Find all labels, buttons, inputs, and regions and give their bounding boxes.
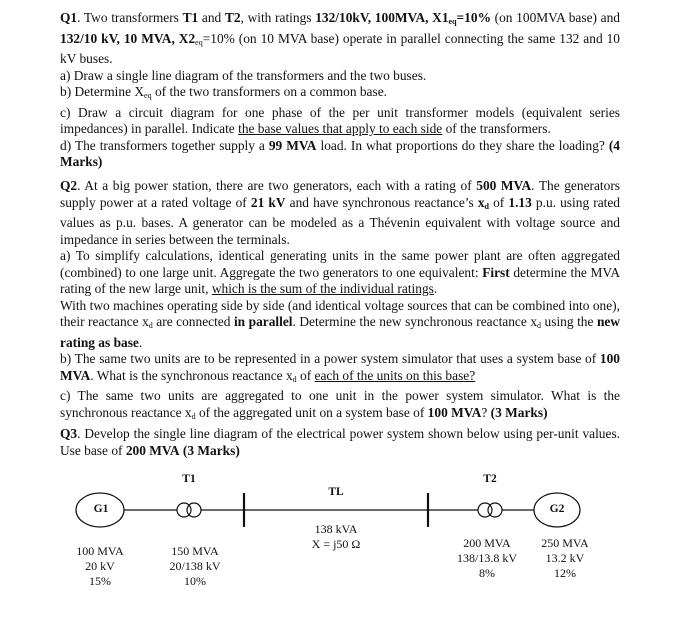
q1-c-text: c) Draw a circuit diagram for one phase of the per unit transformer models (equivalent series impedances) in parallel. Indicate	[60, 104, 620, 136]
q2-new-rating: new rating as base	[60, 314, 620, 350]
q3-base: 200 MVA	[125, 442, 180, 458]
q1-t1: T1	[182, 10, 199, 25]
q2-xd: x	[477, 194, 485, 210]
q3-text	[60, 426, 620, 459]
q2-b-text: of	[296, 367, 315, 383]
q2-d-sub: d	[148, 321, 153, 330]
q1-part-c	[60, 105, 620, 138]
q3-label: Q3	[60, 426, 78, 441]
q1-eq-sub: eq	[144, 91, 152, 100]
q2-marks: (3 Marks)	[490, 404, 548, 420]
q2-part-b	[60, 351, 620, 388]
tl-kv: 138 kVA	[314, 522, 358, 536]
q2-w-text: .	[138, 334, 143, 350]
g1-pct: 15%	[89, 574, 111, 588]
q2-d-sub: d	[191, 411, 196, 421]
t2-kv: 138/13.8 kV	[457, 551, 517, 565]
t2-specs	[440, 536, 534, 581]
q2-b-underlined: each of the units on this base?	[314, 367, 476, 383]
q3-body: . Develop the single line diagram of the electrical power system shown below using per-unit values. Use base of	[60, 426, 620, 458]
q2-d-sub: d	[484, 201, 489, 211]
t2-coil-right	[488, 503, 502, 517]
q2-b-base: 100 MVA	[60, 351, 620, 383]
q2-intro	[60, 178, 620, 248]
g2-specs	[530, 536, 600, 581]
q2-text: p.u. using rated values as p.u. bases. A generator can be modeled as a Thévenin equivalent with voltage source and impedance in series between the terminals.	[60, 194, 621, 247]
q2-text: . The generators supply power at a rated voltage of	[60, 178, 621, 210]
t1-pct: 10%	[184, 574, 206, 588]
q1-d-text: d) The transformers together supply a	[60, 137, 269, 153]
q2-text: of	[489, 194, 509, 210]
t1-label: T1	[182, 473, 196, 485]
q2-label: Q2	[60, 178, 78, 193]
q2-d-sub: d	[537, 321, 542, 330]
q2-c-text: of the aggregated unit on a system base of	[195, 404, 428, 420]
q2-w-text: using the	[541, 314, 597, 329]
tl-specs	[296, 522, 376, 552]
q1-b-text: of the two transformers on a common base.	[151, 84, 387, 99]
q1-t2: T2	[224, 10, 241, 25]
q1-text: =10% (on 10 MVA base) operate in parallel connecting the same 132 and 10 kV buses.	[60, 30, 620, 66]
q2-a-text: a) To simplify calculations, identical generating units in the same power plant are often aggregated (combined) to one large unit. Aggregate the two generators to one equivalent:	[60, 248, 620, 280]
q1-b-text: b) Determine X	[60, 84, 145, 99]
question-3	[60, 426, 620, 459]
q2-rating: 500 MVA	[476, 178, 532, 193]
q2-d-sub: d	[292, 374, 297, 384]
q2-part-a	[60, 248, 620, 298]
q2-text: . At a big power station, there are two generators, each with a rating of	[77, 178, 477, 193]
q2-w-text: . Determine the new synchronous reactance x	[292, 314, 538, 329]
t2-label: T2	[483, 473, 497, 485]
single-line-diagram	[60, 460, 620, 630]
g1-specs	[60, 544, 140, 589]
g1-label: G1	[93, 503, 109, 515]
q2-a-first: First	[482, 264, 510, 280]
g1-kv: 20 kV	[85, 559, 115, 573]
t2-mva: 200 MVA	[463, 536, 511, 550]
q2-parallel: in parallel	[233, 314, 293, 329]
t1-specs	[150, 544, 240, 589]
q1-eq-sub: eq	[195, 37, 203, 47]
q1-text: . Two transformers	[77, 10, 183, 25]
q2-b-text: . What is the synchronous reactance x	[90, 367, 293, 383]
t1-mva: 150 MVA	[171, 544, 219, 558]
q2-b-text: b) The same two units are to be represented in a power system simulator that uses a system base of	[60, 351, 600, 366]
q1-rating1-pct: =10%	[456, 10, 491, 25]
q2-with-two	[60, 298, 620, 352]
q2-c-base: 100 MVA	[427, 404, 482, 420]
g1-mva: 100 MVA	[76, 544, 124, 558]
q1-d-text: load. In what proportions do they share the loading?	[316, 137, 609, 153]
q2-w-text: With two machines operating side by side (and identical voltage sources that can be combined into one), their reactance x	[60, 297, 620, 329]
q1-label: Q1	[60, 10, 78, 25]
t2-pct: 8%	[479, 566, 495, 580]
q2-a-underlined: which is the sum of the individual ratings	[211, 281, 434, 296]
tl-label: TL	[328, 486, 344, 498]
q1-text: and	[198, 10, 225, 25]
t1-kv: 20/138 kV	[169, 559, 221, 573]
q1-eq-sub: eq	[448, 17, 457, 26]
q1-part-a: a) Draw a single line diagram of the transformers and the two buses.	[60, 67, 427, 83]
question-2	[60, 178, 620, 425]
g2-mva: 250 MVA	[541, 536, 589, 550]
g2-label: G2	[549, 503, 565, 515]
q2-c-text: c) The same two units are aggregated to one unit in the power system simulator. What is the synchronous reactance x	[60, 388, 620, 420]
q1-text: , with ratings	[240, 10, 316, 25]
question-1	[60, 10, 620, 171]
q1-part-d	[60, 138, 620, 171]
q2-text: and have synchronous reactance’s	[285, 194, 478, 210]
q1-part-b	[60, 84, 620, 105]
q2-a-text: determine the MVA rating of the new large unit,	[60, 264, 620, 296]
q2-voltage: 21 kV	[250, 194, 286, 210]
q2-a-text: .	[433, 281, 438, 296]
q1-rating1: 132/10kV, 100MVA, X1	[315, 10, 449, 25]
q1-rating2: 132/10 kV, 10 MVA, X2	[60, 30, 196, 46]
q1-c-underlined: the base values that apply to each side	[238, 121, 443, 136]
q3-marks: (3 Marks)	[182, 442, 240, 458]
g2-pct: 12%	[554, 566, 576, 580]
q2-w-text: are connected	[152, 314, 234, 329]
q2-c-text: ?	[481, 404, 491, 420]
q1-text: (on 100MVA base) and	[490, 10, 620, 25]
g2-kv: 13.2 kV	[545, 551, 585, 565]
tl-reactance: X = j50 Ω	[311, 537, 361, 551]
q2-xd-value: 1.13	[508, 194, 532, 210]
q1-load: 99 MVA	[268, 137, 317, 153]
q1-c-text: of the transformers.	[442, 121, 551, 136]
q1-marks: (4 Marks)	[60, 137, 620, 169]
t1-coil-right	[187, 503, 201, 517]
q1-intro	[60, 10, 620, 68]
q2-part-c	[60, 388, 620, 425]
